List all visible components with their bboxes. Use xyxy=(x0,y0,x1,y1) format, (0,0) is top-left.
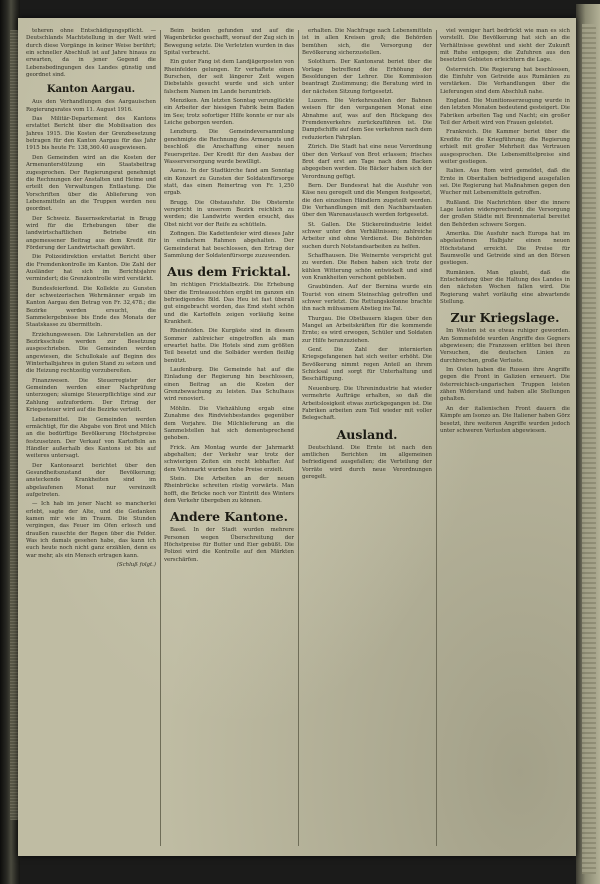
article-block xyxy=(440,367,570,404)
article-paragraph: Aus den Verhandlungen des Aargauischen Regierungsrates vom 11. August 1916. xyxy=(26,99,156,113)
article-block xyxy=(164,28,294,57)
column-1 xyxy=(26,28,156,848)
article-block xyxy=(302,98,432,142)
article-block xyxy=(26,417,156,461)
article-block xyxy=(302,59,432,96)
article-paragraph: Basel. In der Stadt wurden mehrere Personen wegen Überschreitung der Höchstpreise für Butter und Eier gebüßt. Die Polizei wird die Kontrolle auf den Märkten verschärfen. xyxy=(164,527,294,563)
article-paragraph: Möhlin. Die Viehzählung ergab eine Zunahme des Rindviehbestandes gegenüber dem Vorjahre. Die Milchlieferung an die Sammelstellen hat sich dementsprechend gehoben. xyxy=(164,405,294,442)
article-paragraph: Bern. Der Bundesrat hat die Ausfuhr von Käse neu geregelt und die Mengen festgesetzt, die den einzelnen Händlern zugeteilt werden. Die Verhandlungen mit den Nachbarstaaten über den Warenaustausch werden fortgesetzt. xyxy=(302,182,432,219)
newspaper-columns xyxy=(26,28,572,848)
article-block xyxy=(164,282,294,326)
article-block xyxy=(302,445,432,482)
column-rule xyxy=(436,30,437,846)
article-paragraph: Lebensmittel. Die Gemeinden werden ermächtigt, für die Abgabe von Brot und Milch an die bedürftige Bevölkerung Höchstpreise festzusetzen. Der Verkauf von Kartoffeln an Händler außerhalb des Kantons ist bis auf weiteres untersagt. xyxy=(26,416,156,460)
article-paragraph: Im richtigen Fricktalbezirk. Die Erhebung über die Ernteaussichten ergibt im ganzen ein befriedigendes Bild. Das Heu ist fast überall gut eingebracht worden, das Emd steht schön und die Kartoffeln zeigen vorläufig keine Krankheit. xyxy=(164,282,294,326)
article-paragraph: Die Polizeidirektion erstattet Bericht über die Fremdenkontrolle im Kanton. Die Zahl der Ausländer hat sich im Berichtsjahre vermindert; die Grenzkontrolle wird verstärkt. xyxy=(26,254,156,283)
article-block xyxy=(26,378,156,415)
article-block xyxy=(440,67,570,96)
article-block xyxy=(164,168,294,197)
article-block xyxy=(440,231,570,268)
article-paragraph: viel weniger hart bedrückt wie man es sich vorstellt. Die Bevölkerung hat sich an die Verhältnisse gewöhnt und sieht der Zukunft mit Ruhe entgegen; die Zufuhren aus den besetzten Gebieten erleichtern die Lage. xyxy=(440,28,570,64)
article-paragraph: Aarau. In der Stadtkirche fand am Sonntag ein Konzert zu Gunsten der Soldatenfürsorge statt, das einen Reinertrag von Fr. 1,250 ergab. xyxy=(164,168,294,197)
book-page-edges xyxy=(10,30,18,820)
article-paragraph: Amerika. Die Ausfuhr nach Europa hat im abgelaufenen Halbjahr einen neuen Höchststand erreicht. Die Preise für Baumwolle und Getreide sind an den Börsen gestiegen. xyxy=(440,230,570,267)
article-block xyxy=(440,129,570,166)
article-paragraph: Frick. Am Montag wurde der Jahrmarkt abgehalten; der Verkehr war trotz der schwierigen Zeiten ein recht lebhafter. Auf dem Viehmarkt wurden hohe Preise erzielt. xyxy=(164,444,294,473)
article-block xyxy=(164,98,294,127)
article-block xyxy=(26,332,156,376)
article-block xyxy=(26,99,156,114)
article-paragraph: Im Osten haben die Russen ihre Angriffe gegen die Front in Galizien erneuert. Die österreichisch-ungarischen Truppen leisten zähen Widerstand und haben alle Stellungen gehalten. xyxy=(440,367,570,403)
article-block xyxy=(26,116,156,153)
article-block xyxy=(164,367,294,404)
article-paragraph: Der Kantonsarzt berichtet über den Gesundheitszustand der Bevölkerung; ansteckende Krankheiten sind im abgelaufenen Monat nur vereinzelt aufgetreten. xyxy=(26,462,156,498)
article-block xyxy=(26,254,156,283)
article-paragraph: Rheinfelden. Die Kurgäste sind in diesem Sommer zahlreicher eingetroffen als man erwartet hatte. Die Hotels sind zum größten Teil besetzt und die Solbäder werden fleißig benützt. xyxy=(164,328,294,364)
article-paragraph: Der Schweiz. Bauernsekretariat in Brugg wird für die Erhebungen über die landwirtschaftlichen Betriebe ein angemessener Beitrag aus dem Kredit für Förderung der Landwirtschaft gewährt. xyxy=(26,215,156,251)
article-paragraph: Thurgau. Die Obstbauern klagen über den Mangel an Arbeitskräften für die kommende Ernte; es wird erwogen, Schüler und Soldaten zur Hilfe heranzuziehen. xyxy=(302,315,432,344)
article-block xyxy=(164,129,294,166)
article-paragraph: Den Gemeinden wird an die Kosten der Armenunterstützung ein Staatsbeitrag zugesprochen. Der Regierungsrat genehmigt die Rechnungen der Anstalten und Heime und erteilt den Verwaltungen Entlastung. Die Vorschriften über die Ablieferung von Lebensmitteln an die Truppen werden neu geordnet. xyxy=(26,154,156,213)
article-block xyxy=(26,501,156,560)
article-paragraph: teheren ohne Entschädigungspflicht. — Deutschlands Machtstellung in der Welt wird durch diese Vorgänge in keiner Weise berührt; ein schneller Abschluß ist auf Jahre hinaus zu erwarten, da in jener Gegend die Lebensbedingungen des Landes günstig und geordnet sind. xyxy=(26,28,156,79)
article-paragraph: Ein guter Fang ist dem Landjägerposten von Rheinfelden gelungen. Er verhaftete einen Burschen, der seit längerer Zeit wegen Diebstahls gesucht wurde und sich unter falschem Namen im Lande herumtrieb. xyxy=(164,59,294,95)
article-block xyxy=(26,155,156,214)
article-paragraph: Rumänien. Man glaubt, daß die Entscheidung über die Haltung des Landes in den nächsten Wochen fallen wird. Die Regierung wahrt vorläufig eine abwartende Stellung. xyxy=(440,269,570,306)
article-block xyxy=(26,286,156,330)
article-block xyxy=(302,316,432,345)
article-paragraph: Zürich. Die Stadt hat eine neue Verordnung über den Verkauf von Brot erlassen; frisches Brot darf erst am Tage nach dem Backen abgegeben werden. Die Bäcker haben sich der Verordnung gefügt. xyxy=(302,144,432,180)
section-heading: Kanton Aargau. xyxy=(46,84,136,96)
article-paragraph: Brugg. Die Obstausfuhr. Die Obsternte verspricht in unserem Bezirk reichlich zu werden; die Landwirte werden ersucht, das Obst nicht vor der Reife zu schütteln. xyxy=(164,199,294,228)
article-paragraph: Italien. Aus Rom wird gemeldet, daß die Ernte in Oberitalien befriedigend ausgefallen sei. Die Regierung hat Maßnahmen gegen den Wucher mit Lebensmitteln getroffen. xyxy=(440,168,570,197)
article-block xyxy=(164,445,294,474)
article-block xyxy=(164,527,294,564)
article-paragraph: Lenzburg. Die Gemeindeversammlung genehmigte die Rechnung des Armenguts und beschloß die Anschaffung einer neuen Feuerspritze. Der Kredit für den Ausbau der Wasserversorgung wurde bewilligt. xyxy=(164,129,294,165)
article-block xyxy=(302,347,432,384)
article-block xyxy=(164,476,294,505)
article-paragraph: Luzern. Die Verkehrszahlen der Bahnen weisen für den vergangenen Monat eine Abnahme auf, was auf den Rückgang des Fremdenverkehrs zurückzuführen ist. Die Dampfschiffe auf dem See verkehren nach dem reduzierten Fahrplan. xyxy=(302,98,432,141)
section-heading: Zur Kriegslage. xyxy=(450,310,560,326)
article-block xyxy=(302,183,432,220)
article-paragraph: Erziehungswesen. Die Lehrerstellen an der Bezirksschule werden zur Besetzung ausgeschrieben. Die Gemeinden werden angewiesen, die Schullokale auf Beginn des Winterhalbjahres in guten Stand zu setzen und die Heizung rechtzeitig vorzubereiten. xyxy=(26,331,156,375)
column-rule xyxy=(160,30,161,846)
article-block xyxy=(302,28,432,57)
article-block xyxy=(26,28,156,79)
article-block xyxy=(440,168,570,197)
article-paragraph: Stein. Die Arbeiten an der neuen Rheinbrücke schreiten rüstig vorwärts. Man hofft, die Brücke noch vor Eintritt des Winters dem Verkehr übergeben zu können. xyxy=(164,475,294,504)
article-block xyxy=(440,98,570,127)
article-block xyxy=(26,216,156,253)
article-paragraph: Zofingen. Die Kadettenfeier wird dieses Jahr in einfachem Rahmen abgehalten. Der Gemeinderat hat beschlossen, den Ertrag der Sammlung der Soldatenfürsorge zuzuwenden. xyxy=(164,230,294,259)
article-paragraph: An der italienischen Front dauern die Kämpfe am Isonzo an. Die Italiener haben Görz besetzt, ihre weiteren Angriffe wurden jedoch unter schweren Verlusten abgewiesen. xyxy=(440,405,570,434)
article-paragraph: Das Militär-Departement des Kantons erstattet Bericht über die Mobilisation des Jahres 1915. Die Kosten der Grenzbesetzung betragen für den Kanton Aargau für das Jahr 1915 bis heute Fr. 138,360.40 ausgewiesen. xyxy=(26,116,156,152)
article-block xyxy=(164,328,294,365)
book-left-page-stack xyxy=(0,0,20,884)
article-paragraph: Finanzwesen. Die Steuerregister der Gemeinden werden einer Nachprüfung unterzogen; säumige Steuerpflichtige sind zur Zahlung aufzufordern. Der Ertrag der Kriegssteuer wird auf die Bezirke verteilt. xyxy=(26,377,156,414)
column-rule xyxy=(298,30,299,846)
article-block xyxy=(302,253,432,282)
article-block xyxy=(302,222,432,251)
article-block xyxy=(164,200,294,229)
article-block xyxy=(302,144,432,181)
article-paragraph: Graubünden. Auf der Bernina wurde ein Tourist von einem Steinschlag getroffen und schwer verletzt. Die Rettungskolonne brachte ihn nach mühsamem Abstieg ins Tal. xyxy=(302,284,432,313)
section-heading: Ausland. xyxy=(336,426,398,442)
article-paragraph: Frankreich. Die Kammer beriet über die Kredite für die Kriegführung; die Regierung erhielt mit großer Mehrheit das Vertrauen ausgesprochen. Die Lebensmittelpreise sind weiter gestiegen. xyxy=(440,129,570,165)
column-2 xyxy=(164,28,294,848)
article-paragraph: Beim beiden gefunden und auf die Wagenbrücke geschafft, worauf der Zug sich in Bewegung setzte. Die Verletzten wurden in das Spital verbracht. xyxy=(164,28,294,57)
article-paragraph: Im Westen ist es etwas ruhiger geworden. Am Sommefelde wurden Angriffe des Gegners abgewiesen; die Franzosen erlitten bei ihren Versuchen, die deutschen Linien zu durchbrechen, große Verluste. xyxy=(440,328,570,364)
column-3 xyxy=(302,28,432,848)
article-paragraph: Rußland. Die Nachrichten über die innere Lage lauten widersprechend; die Versorgung der großen Städte mit Brennmaterial bereitet den Behörden schwere Sorgen. xyxy=(440,199,570,228)
article-paragraph: Österreich. Die Regierung hat beschlossen, die Einfuhr von Getreide aus Rumänien zu verstärken. Die Verhandlungen über die Lieferungen sind dem Abschluß nahe. xyxy=(440,66,570,95)
article-block xyxy=(440,28,570,65)
article-block xyxy=(164,59,294,96)
article-paragraph: England. Die Munitionserzeugung wurde in den letzten Monaten bedeutend gesteigert. Die Fabriken arbeiten Tag und Nacht; ein großer Teil der Arbeit wird von Frauen geleistet. xyxy=(440,98,570,127)
section-heading: Andere Kantone. xyxy=(170,509,288,525)
article-paragraph: Neuenburg. Die Uhrenindustrie hat wieder vermehrte Aufträge erhalten, so daß die Arbeitslosigkeit etwas zurückgegangen ist. Die Fabriken arbeiten zum Teil wieder mit voller Belegschaft. xyxy=(302,385,432,422)
article-block xyxy=(440,406,570,435)
article-block xyxy=(440,200,570,229)
article-paragraph: Bundesfeierfond. Die Kollekte zu Gunsten der schweizerischen Wehrmänner ergab im Kanton Aargau den Betrag von Fr. 32,478.; die Bezirke werden ersucht, die Sammelergebnisse bis Ende des Monats der Staatskasse zu übermitteln. xyxy=(26,285,156,329)
facing-page-shadow xyxy=(582,24,596,874)
article-paragraph: St. Gallen. Die Stickereiindustrie leidet schwer unter den Verhältnissen; zahlreiche Arbeiter sind ohne Verdienst. Die Behörden suchen durch Notstandsarbeiten zu helfen. xyxy=(302,221,432,250)
column-4 xyxy=(440,28,570,848)
article-block xyxy=(164,231,294,260)
article-paragraph: Menziken. Am letzten Sonntag verunglückte ein Arbeiter der hiesigen Fabrik beim Baden im See; trotz sofortiger Hilfe konnte er nur als Leiche geborgen werden. xyxy=(164,98,294,127)
section-heading: Aus dem Fricktal. xyxy=(167,264,291,280)
article-block xyxy=(302,284,432,313)
article-block xyxy=(26,463,156,500)
article-block xyxy=(440,270,570,307)
article-paragraph: Schaffhausen. Die Weinernte verspricht gut zu werden. Die Reben haben sich trotz der kühlen Witterung schön entwickelt und sind von Krankheiten verschont geblieben. xyxy=(302,252,432,281)
article-block xyxy=(302,386,432,423)
book-right-page-edge xyxy=(576,4,600,884)
article-paragraph: Laufenburg. Die Gemeinde hat auf die Einladung der Regierung hin beschlossen, einen Beitrag an die Kosten der Grenzbewachung zu leisten. Das Schulhaus wird renoviert. xyxy=(164,367,294,403)
article-block xyxy=(164,406,294,443)
article-paragraph: Genf. Die Zahl der internierten Kriegsgefangenen hat sich weiter erhöht. Die Bevölkerung nimmt regen Anteil an ihrem Schicksal und sorgt für Unterhaltung und Beschäftigung. xyxy=(302,347,432,383)
article-paragraph: — Ich hab im jener Nacht so mancherlei erlebt, sagte der Alte, und die Gedanken kamen mir wie im Traum. Die Stunden vergingen, das Feuer im Ofen erlosch und draußen rauschte der Regen über die Felder. Was ich damals gesehen habe, das kann ich euch heute noch nicht ganz erzählen, denn es war mehr, als ein Mensch ertragen kann. xyxy=(26,501,156,559)
article-paragraph: Solothurn. Der Kantonsrat beriet über die Vorlage betreffend die Erhöhung der Besoldungen der Lehrer. Die Kommission beantragt Zustimmung; die Beratung wird in der nächsten Sitzung fortgesetzt. xyxy=(302,59,432,95)
article-paragraph: erhalten. Die Nachfrage nach Lebensmitteln ist in allen Kreisen groß; die Behörden bemühen sich, die Versorgung der Bevölkerung sicherzustellen. xyxy=(302,28,432,57)
article-block xyxy=(440,328,570,365)
continuation-note: (Schluß folgt.) xyxy=(116,562,156,569)
article-paragraph: Deutschland. Die Ernte ist nach den amtlichen Berichten im allgemeinen befriedigend ausgefallen; die Verteilung der Vorräte wird durch neue Verordnungen geregelt. xyxy=(302,444,432,480)
